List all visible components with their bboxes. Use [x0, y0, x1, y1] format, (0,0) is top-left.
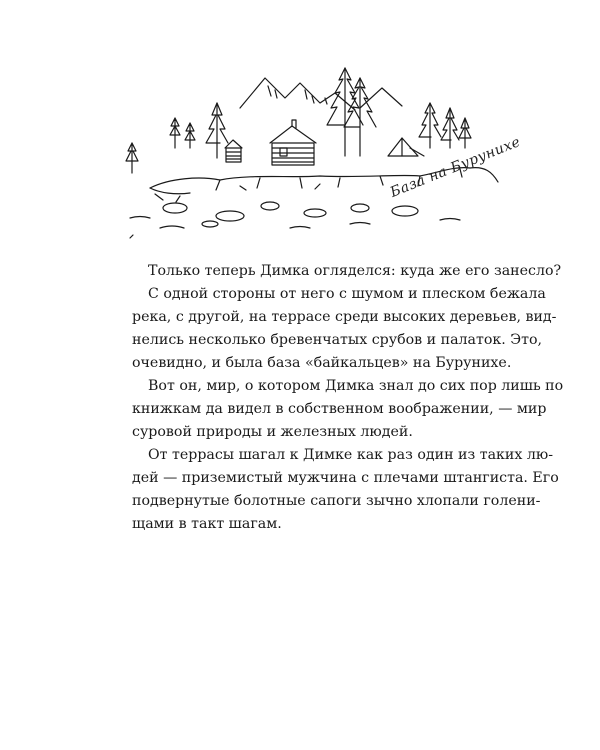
- log-cabins: [225, 120, 316, 165]
- paragraph-3: [132, 375, 564, 444]
- text-line: река, с другой, на террасе среди высоких деревьев, вид-: [132, 309, 557, 325]
- text-line: очевидно, и была база «байкальцев» на Бурунихе.: [132, 355, 512, 371]
- base-camp-illustration: [120, 48, 540, 248]
- tent: [388, 138, 424, 156]
- paragraph-2: [132, 283, 557, 375]
- paragraph-4: [132, 444, 559, 536]
- mountains: [240, 78, 402, 110]
- text-line: щами в такт шагам.: [132, 516, 282, 532]
- river-rocks: [130, 202, 460, 238]
- paragraph-1: [132, 260, 562, 283]
- illustration-caption: База на Бурунихе: [388, 133, 523, 201]
- text-line: суровой природы и железных людей.: [132, 424, 413, 440]
- text-line: С одной стороны от него с шумом и плеском бежала: [148, 286, 546, 302]
- text-line: нелись несколько бревенчатых срубов и палаток. Это,: [132, 332, 543, 348]
- small-trees: [170, 118, 195, 148]
- text-line: дей — приземистый мужчина с плечами штангиста. Его: [132, 470, 559, 486]
- text-line: книжкам да видел в собственном воображении, — мир: [132, 401, 547, 417]
- text-line: Вот он, мир, о котором Димка знал до сих пор лишь по: [148, 378, 564, 394]
- text-line: подвернутые болотные сапоги зычно хлопали голени-: [132, 493, 541, 509]
- text-line: От террасы шагал к Димке как раз один из таких лю-: [148, 447, 554, 463]
- body-text: [132, 260, 564, 536]
- text-line: Только теперь Димка огляделся: куда же его занесло?: [148, 263, 562, 279]
